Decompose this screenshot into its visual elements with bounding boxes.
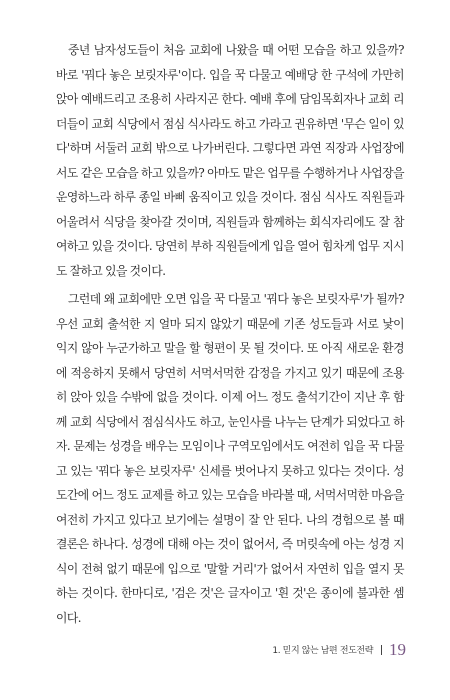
page-number: 19 [389, 640, 406, 659]
footer-divider [381, 645, 382, 655]
body-text [56, 38, 404, 630]
page-footer [272, 641, 406, 658]
paragraph-1: 중년 남자성도들이 처음 교회에 나왔을 때 어떤 모습을 하고 있을까? 바로 '꿔다 놓은 보릿자루'이다. 입을 꾹 다물고 예배당 한 구석에 가만히 앉아 예배드리고 조용히 사라지곤 한다. 예배 후에 담임목회자나 교회 리더들이 교회 식당에서 점심 식사라도 하고 가라고 권유하면 '무슨 일이 있다'하며 서둘러 교회 밖으로 나가버린다. 그렇다면 과연 직장과 사업장에서도 같은 모습을 하고 있을까? 아마도 맡은 업무를 수행하거나 사업장을 운영하느라 하루 종일 바삐 움직이고 있을 것이다. 점심 식사도 직원들과 어울려서 식당을 찾아갈 것이며, 직원들과 함께하는 회식자리에도 잘 참여하고 있을 것이다. 당연히 부하 직원들에게 입을 열어 힘차게 업무 지시도 잘하고 있을 것이다. [56, 43, 404, 278]
paragraph-2: 그런데 왜 교회에만 오면 입을 꾹 다물고 '꿔다 놓은 보릿자루'가 될까? 우선 교회 출석한 지 얼마 되지 않았기 때문에 기존 성도들과 서로 낯이 익지 않아 누군가하고 말을 할 형편이 못 될 것이다. 또 아직 새로운 환경에 적응하지 못해서 당연히 서먹서먹한 감정을 가지고 있기 때문에 조용히 앉아 있을 수밖에 없을 것이다. 이제 어느 정도 출석기간이 지난 후 함께 교회 식당에서 점심식사도 하고, 눈인사를 나누는 단계가 되었다고 하자. 문제는 성경을 배우는 모임이나 구역모임에서도 여전히 입을 꾹 다물고 있는 '꿔다 놓은 보릿자루' 신세를 벗어나지 못하고 있다는 것이다. 성도간에 어느 정도 교제를 하고 있는 모습을 바라볼 때, 서먹서먹한 마음을 여전히 가지고 있다고 보기에는 설명이 잘 안 된다. 나의 경험으로 볼 때 결론은 하나다. 성경에 대해 아는 것이 없어서, 즉 머릿속에 아는 성경 지식이 전혀 없기 때문에 입으로 '말할 거리'가 없어서 자연히 입을 열지 못하는 것이다. 한마디로, '검은 것'은 글자이고 '흰 것'은 종이에 불과한 셈이다. [56, 292, 404, 625]
running-head: 1. 믿지 않는 남편 전도전략 [272, 646, 373, 656]
